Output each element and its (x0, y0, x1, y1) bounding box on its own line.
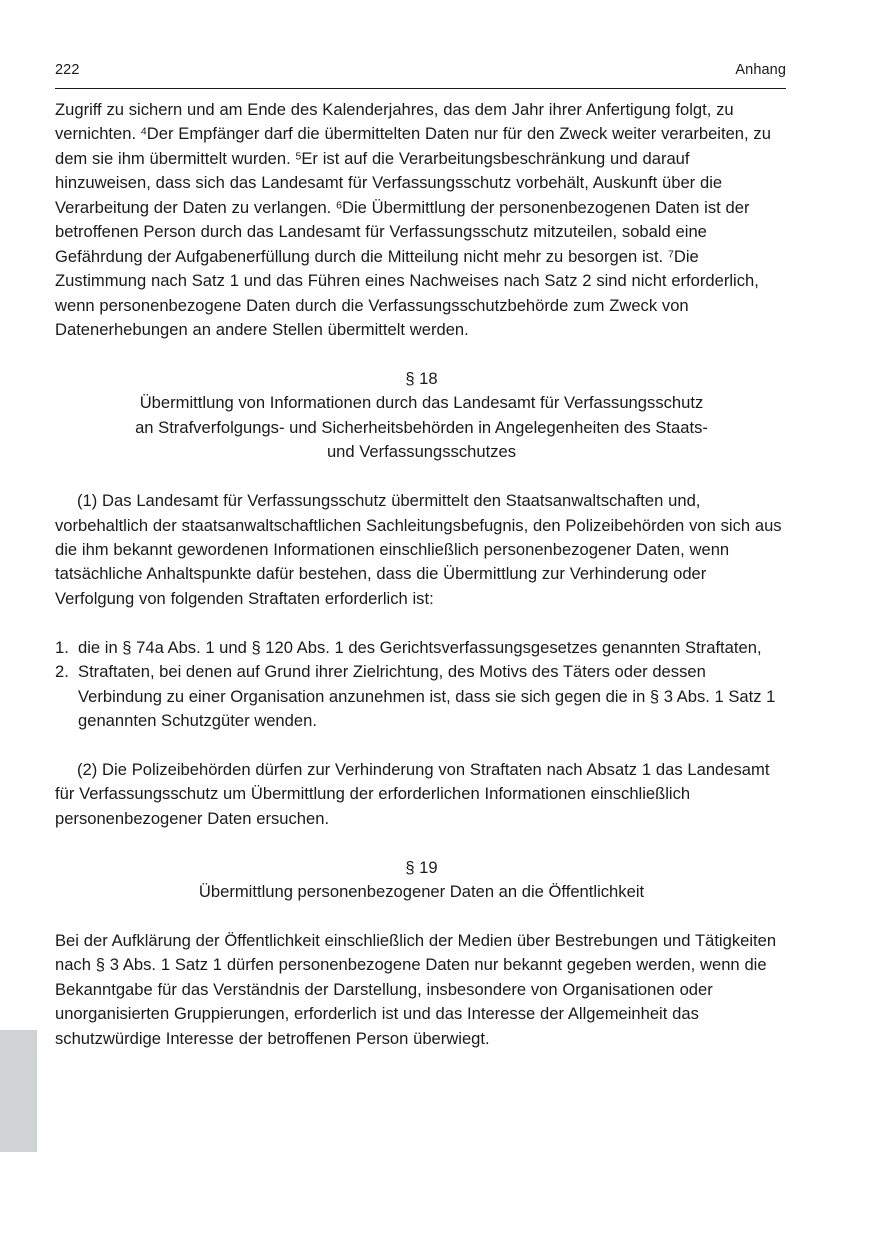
section-heading-18 (55, 367, 788, 465)
list-item-text: Straftaten, bei denen auf Grund ihrer Zielrichtung, des Motivs des Täters oder dessen Verbindung zu einer Organisation anzunehmen ist, dass sie sich gegen die in § 3 Abs. 1 Satz 1 genannten Schutzgüter wenden. (78, 662, 776, 731)
spacer (55, 343, 788, 367)
paragraph-18-1 (55, 489, 788, 611)
sentence-number-7: 7 (667, 249, 674, 261)
sentence-number-6: 6 (336, 200, 342, 212)
spacer (55, 831, 788, 855)
paragraph-text-segment: Zugriff zu sichern und am Ende des Kalenderjahres, das dem Jahr ihrer Anfertigung folgt, zu vernichten. (55, 100, 734, 144)
paragraph-text-segment: Die Übermittlung der personenbezogenen Daten ist der betroffenen Person durch das Landesamt für Verfassungsschutz mitzuteilen, sobald eine Gefährdung der Aufgabenerfüllung durch die Mitteilung nicht mehr zu besorgen ist. (55, 197, 750, 266)
section-number-18: § 18 (405, 368, 438, 388)
sentence-number-4: 4 (140, 126, 147, 138)
paragraph-18-1-text: (1) Das Landesamt für Verfassungsschutz übermittelt den Staatsanwaltschaften und, vorbehaltlich der staatsanwaltschaftlichen Sachleitungsbefugnis, den Polizeibehörden von sich aus die ihm bekannt gewordenen Informationen einschließlich personenbezogener Daten, wenn tatsächliche Anhaltspunkte dafür bestehen, dass die Übermittlung zur Verhinderung oder Verfolgung von folgenden Straftaten erforderlich ist: (55, 491, 782, 608)
list-item (55, 660, 788, 733)
paragraph-text-segment: Die Zustimmung nach Satz 1 und das Führen eines Nachweises nach Satz 2 sind nicht erforderlich, wenn personenbezogene Daten durch die Verfassungsschutzbehörde zum Zweck von Datenerhebungen an andere Stellen übermittelt werden. (55, 246, 759, 340)
running-head (55, 62, 786, 78)
section-title-18-line-1: Übermittlung von Informationen durch das Landesamt für Verfassungsschutz (139, 393, 704, 413)
section-title-18-line-3: und Verfassungsschutzes (326, 442, 517, 462)
paragraph-18-2 (55, 758, 788, 831)
list-item-text: die in § 74a Abs. 1 und § 120 Abs. 1 des Gerichtsverfassungsgesetzes genannten Straftaten, (78, 637, 762, 657)
paragraph-18-2-text: (2) Die Polizeibehörden dürfen zur Verhinderung von Straftaten nach Absatz 1 das Landesamt für Verfassungsschutz um Übermittlung der erforderlichen Informationen einschließlich personenbezogener Daten ersuchen. (55, 759, 770, 828)
thumb-index-tab (0, 1030, 37, 1152)
list-marker: 1. (55, 637, 69, 657)
running-head-title: Anhang (735, 62, 786, 78)
text-column (55, 98, 788, 1051)
list-item (55, 636, 788, 660)
paragraph-text-segment: Er ist auf die Verarbeitungsbeschränkung und darauf hinzuweisen, dass sich das Landesamt für Verfassungsschutz vorbehält, Auskunft über die Verarbeitung der Daten zu verlangen. (55, 148, 723, 217)
spacer (55, 734, 788, 758)
paragraph-19: Bei der Aufklärung der Öffentlichkeit einschließlich der Medien über Bestrebungen und Tätigkeiten nach § 3 Abs. 1 Satz 1 dürfen personenbezogene Daten nur bekannt gegeben werden, wenn die Bekanntgabe für das Verständnis der Darstellung, insbesondere von Organisationen oder unorganisierten Gruppierungen, erforderlich ist und das Interesse der Allgemeinheit das schutzwürdige Interesse der betroffenen Person überwiegt. (55, 931, 777, 1048)
header-rule (55, 88, 786, 89)
section-heading-19 (55, 856, 788, 905)
page-number: 222 (55, 62, 80, 78)
spacer (55, 905, 788, 929)
numbered-list-18 (55, 636, 788, 734)
paragraph-text-segment: Der Empfänger darf die übermittelten Daten nur für den Zweck weiter verarbeiten, zu dem sie ihm übermittelt wurden. (55, 124, 771, 168)
section-number-19: § 19 (405, 857, 438, 877)
section-title-18-line-2: an Strafverfolgungs- und Sicherheitsbehörden in Angelegenheiten des Staats- (135, 417, 708, 437)
spacer (55, 611, 788, 635)
section-title-19-line-1: Übermittlung personenbezogener Daten an die Öffentlichkeit (198, 882, 645, 902)
spacer (55, 465, 788, 489)
list-marker: 2. (55, 662, 69, 682)
paragraph-intro (55, 98, 788, 343)
sentence-number-5: 5 (295, 151, 302, 163)
